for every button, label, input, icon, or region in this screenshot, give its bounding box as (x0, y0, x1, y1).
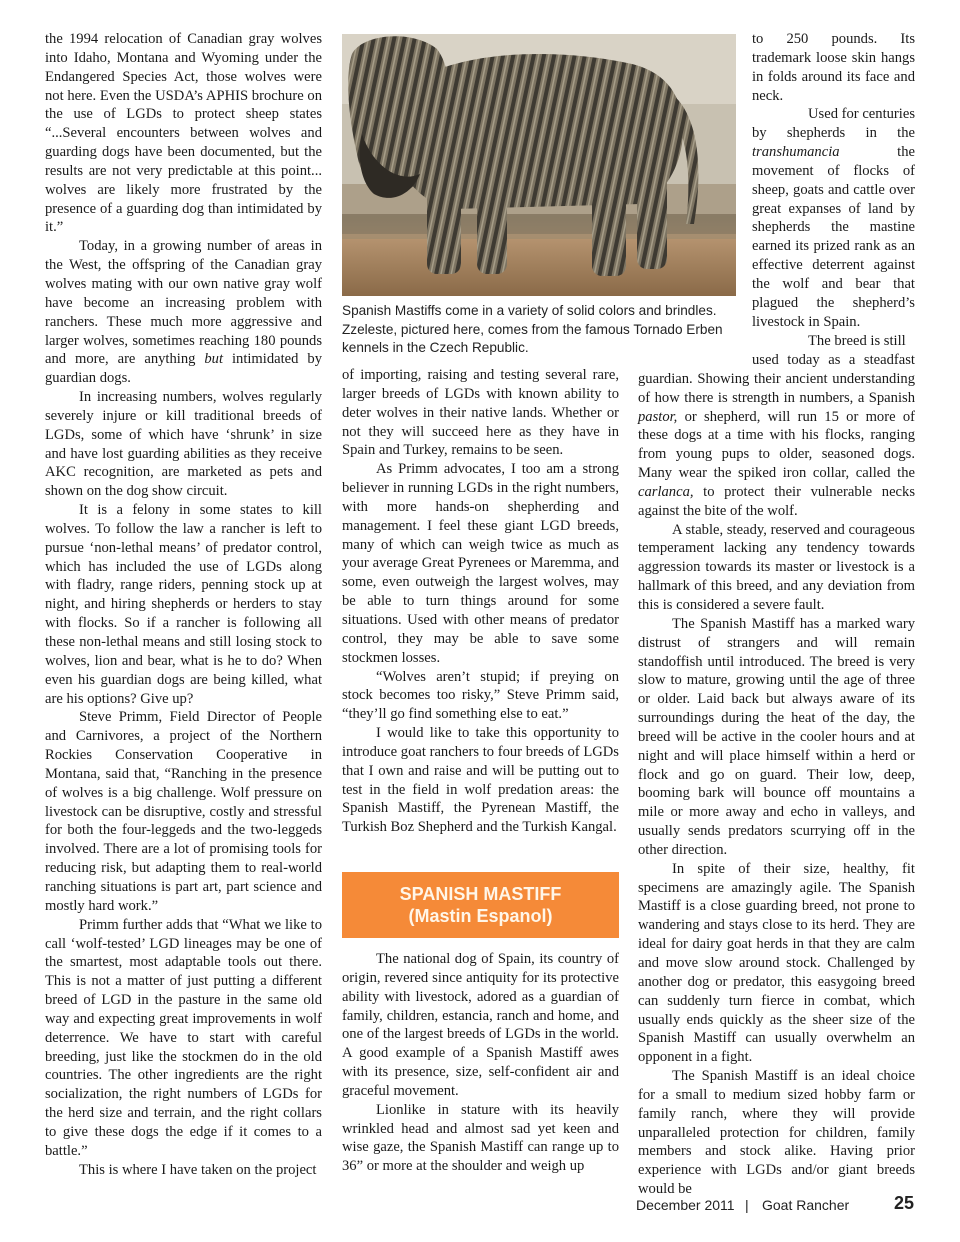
paragraph: In spite of their size, healthy, fit specimens are amazingly agile. The Spanish Mastiff is a close guarding breed, not prone to wandering and stays close to its herd. They are ideal for dairy goat herds in that they are calm and move slow around stock. Challenged by another dog or predator, this easygoing breed can suddenly turn fierce in combat, which usually ends quickly as the sheer size of the Spanish Mastiff can usually overwhelm an opponent in a fight. (638, 860, 915, 1066)
dog-illustration (342, 34, 736, 296)
paragraph: A stable, steady, reserved and courageous temperament lacking any tendency towards aggression towards its master or livestock is a hallmark of this breed, and any deviation from this is considered a severe fault. (638, 521, 915, 613)
section-heading-subtitle: (Mastin Espanol) (408, 906, 553, 926)
paragraph: of importing, raising and testing several rare, larger breeds of LGDs with known ability to deter wolves in their native lands. Whether or not they will succeed here as they have in Spain and Turkey, remains to be seen. (342, 367, 619, 459)
article-column-2-lower (342, 950, 619, 1176)
paragraph: Steve Primm, Field Director of People and Carnivores, a project of the Northern Rockies Conservation Cooperative in Montana, said that, “Ranching in the presence of wolves is a big challenge. Wolf pressure on livestock can be disruptive, costly and stressful for both the four-leggeds and the two-leggeds involved. There are a lot of promising tools for reducing risk, but adapting them to real-world ranching situations is part art, part science and mostly hard work.” (45, 709, 322, 914)
section-heading-title: SPANISH MASTIFF (399, 884, 562, 904)
article-column-3 (638, 351, 915, 1199)
page-footer (636, 1193, 916, 1219)
paragraph: Lionlike in stature with its heavily wrinkled head and almost sad yet keen and wise gaze, the Spanish Mastiff can range up to 36” or more at the shoulder and weigh up (342, 1101, 619, 1175)
issue-date: December 2011 (636, 1197, 735, 1213)
paragraph: The breed is still (808, 332, 906, 349)
paragraph: I would like to take this opportunity to introduce goat ranchers to four breeds of LGDs that I own and raise and will be putting out to test in the field in wolf predation areas: the Spanish Mastiff, the Pyrenean Mastiff, the Turkish Boz Shepherd and the Turkish Kangal. (342, 725, 619, 836)
article-column-1 (45, 30, 322, 1179)
page-number: 25 (893, 1193, 914, 1213)
paragraph: It is a felony in some states to kill wolves. To follow the law a rancher is left to pursue ‘non-lethal means’ of predator control, which has included the use of LGDs along with fladry, range riders, penning stock up at night, and hiring shepherds or herders to stay with flocks. So if a rancher is following all these non-lethal means and still losing stock to wolves, lion and bear, what is he to do? When even his guardian dogs are being killed, what are his options? Give up? (45, 502, 322, 707)
footer-separator: | (745, 1197, 749, 1213)
paragraph: “Wolves aren’t stupid; if preying on stock becomes too risky,” Steve Primm said, “they’ll go find something else to eat.” (342, 668, 619, 723)
section-heading-banner (342, 872, 619, 938)
paragraph: The Spanish Mastiff is an ideal choice for a small to medium sized hobby farm or family ranch, where they will provide unparalleled protection for children, family members and stock alike. Having prior experience with LGDs and/or giant breeds would be (638, 1068, 915, 1198)
paragraph: Used for centuries by shepherds in the transhumancia the movement of flocks of sheep, goats and cattle over great expanses of land by shepherds the mastine earned its prized rank as an effective deterrent against the wolf and bear that plagued the shepherd’s livestock in Spain. (752, 106, 915, 330)
spanish-mastiff-photo (342, 34, 736, 296)
article-column-3-top (752, 30, 915, 350)
paragraph: In increasing numbers, wolves regularly severely injure or kill traditional breeds of LGDs, some of which have ‘shrunk’ in size and have lost guarding abilities as they receive AKC recognition, are marketed as pets and shown on the dog show circuit. (45, 389, 322, 500)
paragraph: used today as a steadfast guardian. Showing their ancient understanding of how there is strength in numbers, a Spanish pastor, or shepherd, will run 15 or more of these dogs at a time with his flocks, ranging from young pups to older, seasoned dogs. Many wear the spiked iron collar, called the carlanca, to protect their vulnerable necks against the bite of the wolf. (638, 352, 915, 519)
photo-caption: Spanish Mastiffs come in a variety of solid colors and brindles. Zzeleste, pictured here, comes from the famous Tornado Erben kennels in the Czech Republic. (342, 303, 723, 356)
paragraph: Today, in a growing number of areas in the West, the offspring of the Canadian gray wolves mating with our own native gray wolf have become an increasing problem with ranchers. These much more aggressive and larger wolves, sometimes reaching 180 pounds and more, are anything but intimidated by guardian dogs. (45, 238, 322, 387)
paragraph: As Primm advocates, I too am a strong believer in running LGDs in the right numbers, with more hands-on shepherding and management. I feel these giant LGD breeds, many of which can weigh twice as much as your average Great Pyrenees or Maremma, and some, even outweigh the largest wolves, may be able to turn things around for some situations. Used with other means of predator control, they may be able to save some stockmen losses. (342, 461, 619, 666)
paragraph: This is where I have taken on the project (79, 1161, 317, 1178)
article-column-2 (342, 366, 619, 837)
paragraph: The national dog of Spain, its country of origin, revered since antiquity for its protective ability with livestock, adored as a guardian of family, children, estancia, ranch and home, and one of the largest breeds of LGDs in the world. A good example of a Spanish Mastiff awes with its presence, size, self-confident air and graceful movement. (342, 951, 619, 1099)
paragraph: Primm further adds that “What we like to call ‘wolf-tested’ LGD lineages may be one of the smartest, most adaptable tools out there. This is not a matter of just putting a different breed of LGD in the pasture in the same old way and expecting great improvements in wolf deterrence. We have to start with careful breeding, just like the stockmen do in the old countries. The other ingredients are the right socialization, the right numbers of LGDs for the herd size and terrain, and the right collars to give these dogs the edge if it comes to a battle.” (45, 916, 322, 1159)
paragraph: to 250 pounds. Its trademark loose skin hangs in folds around its face and neck. (752, 31, 915, 104)
publication-name: Goat Rancher (762, 1197, 850, 1213)
paragraph: The Spanish Mastiff has a marked wary distrust of strangers and will remain standoffish until introduced. The breed is very slow to mature, growing until the age of three or older. Laid back but always aware of its surroundings during the heat of the day, the breed will be active in the cooler hours and at night and will place himself within a herd or flock and go on guard. Their low, deep, booming bark will bounce off mountains a mile or more away and echo in valleys, and usually sends predators scurrying off in the other direction. (638, 615, 915, 858)
paragraph: the 1994 relocation of Canadian gray wolves into Idaho, Montana and Wyoming under the Endangered Species Act, those wolves were not here. Even the USDA’s APHIS brochure on the use of LGDs to protect sheep states “...Several encounters between wolves and guarding dogs have been documented, but the results are not very predictable at this point... wolves are likely more frustrated by the presence of a guarding dog than intimidated by it.” (45, 31, 322, 236)
